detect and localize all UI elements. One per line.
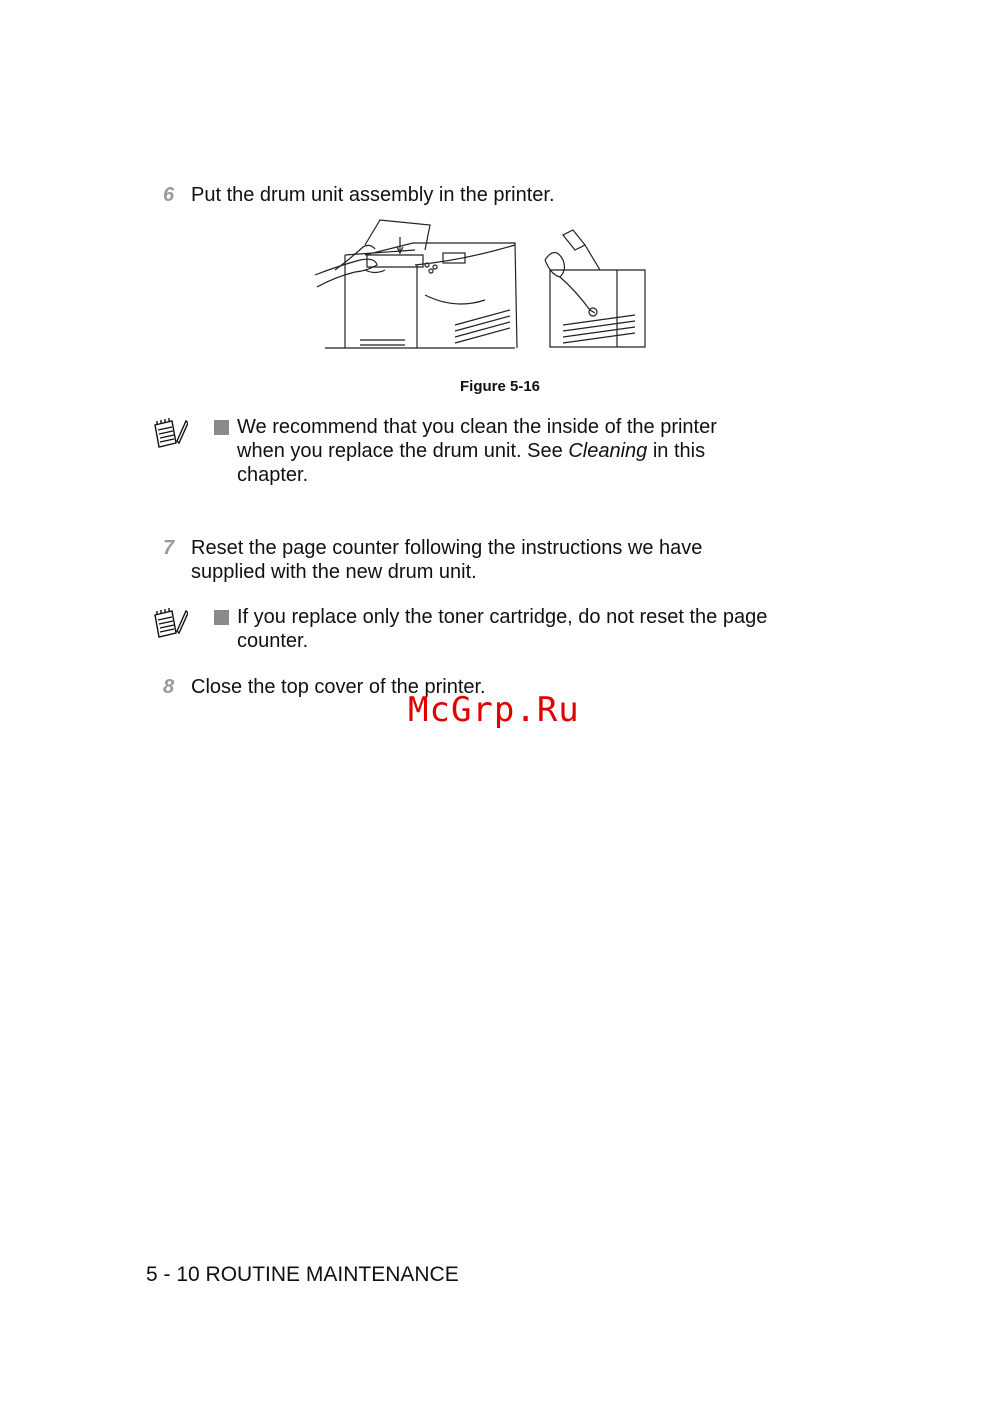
step-line: supplied with the new drum unit. — [191, 561, 477, 583]
step-line: Reset the page counter following the instructions we have — [191, 537, 703, 559]
note-text — [237, 605, 767, 653]
figure-caption: Figure 5-16 — [459, 378, 541, 395]
page-footer: 5 - 10 ROUTINE MAINTENANCE — [146, 1263, 459, 1286]
printer-drawing — [315, 220, 645, 348]
step-number: 8 — [163, 676, 175, 698]
step-text — [191, 536, 702, 584]
step-number: 7 — [163, 537, 175, 559]
note-line: If you replace only the toner cartridge, do not reset the page — [237, 606, 768, 628]
drum-installation-illustration — [305, 215, 650, 353]
note-line — [237, 439, 717, 463]
note-line: chapter. — [237, 464, 309, 486]
note-text — [237, 415, 717, 487]
step-number: 6 — [163, 184, 175, 206]
note-text-segment: in this — [647, 440, 706, 462]
note-text-segment: when you replace the drum unit. See — [237, 440, 569, 462]
step-text: Close the top cover of the printer. — [191, 676, 486, 698]
watermark: McGrp.Ru — [408, 690, 580, 730]
bullet-square — [214, 420, 229, 435]
step-text: Put the drum unit assembly in the printer. — [191, 184, 555, 206]
note-line: We recommend that you clean the inside of the printer — [237, 416, 717, 438]
cleaning-reference: Cleaning — [568, 440, 648, 462]
bullet-square — [214, 610, 229, 625]
note-line: counter. — [237, 630, 309, 652]
note-pad-icon — [152, 415, 188, 451]
note-pad-icon — [152, 605, 188, 641]
